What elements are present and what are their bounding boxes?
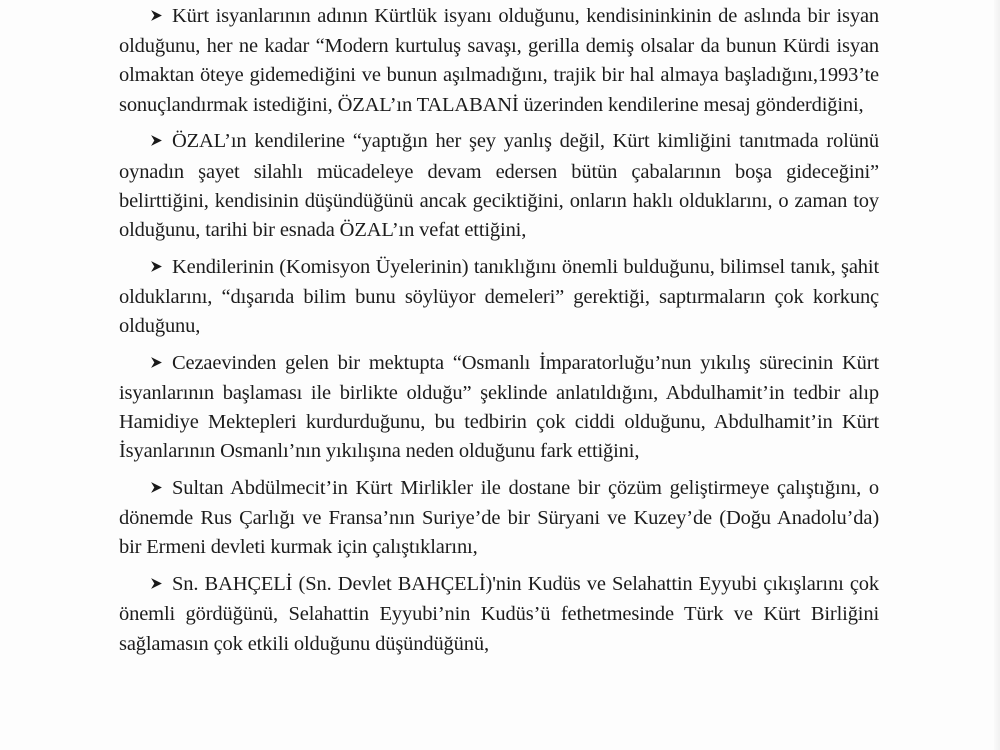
paragraph-text: Cezaevinden gelen bir mektupta “Osmanlı İmparatorluğu’nun yıkılış sürecinin Kürt isyanlarının başlaması ile birlikte olduğu” şeklinde anlatıldığını, Abdulhamit’in tedbir alıp Hamidiye Mektepleri kurdurduğunu, bu tedbirin çok ciddi olduğunu, Abdulhamit’in Kürt İsyanlarının Osmanlı’nın yıkılışına neden olduğunu fark ettiğini, xyxy=(119,351,879,463)
arrowhead-bullet-icon xyxy=(150,571,172,600)
paragraph-text: Kendilerinin (Komisyon Üyelerinin) tanıklığını önemli bulduğunu, bilimsel tanık, şahit olduklarını, “dışarıda bilim bunu söylüyor demeleri” gerektiği, saptırmaların çok korkunç olduğunu, xyxy=(119,255,879,338)
bullet-paragraph xyxy=(119,349,879,467)
bullet-paragraph xyxy=(119,253,879,342)
arrowhead-bullet-icon xyxy=(150,128,172,157)
arrowhead-bullet-icon xyxy=(150,350,172,379)
bullet-paragraph xyxy=(119,127,879,245)
arrowhead-bullet-icon xyxy=(150,3,172,32)
paragraph-text: ÖZAL’ın kendilerine “yaptığın her şey yanlış değil, Kürt kimliğini tanıtmada rolünü oynadın şayet silahlı mücadeleye devam edersen bütün çabalarının boşa gideceğini” belirttiğini, kendisinin düşündüğünü ancak geciktiğini, onların haklı olduklarını, o zaman toy olduğunu, tarihi bir esnada ÖZAL’ın vefat ettiğini, xyxy=(119,130,879,241)
paragraph-text: Sultan Abdülmecit’in Kürt Mirlikler ile dostane bir çözüm geliştirmeye çalıştığını, o dönemde Rus Çarlığı ve Fransa’nın Suriye’de bir Süryani ve Kuzey’de (Doğu Anadolu’da) bir Ermeni devleti kurmak için çalıştıklarını, xyxy=(119,477,879,559)
page-edge xyxy=(994,0,1000,750)
paragraph-text: Kürt isyanlarının adının Kürtlük isyanı olduğunu, kendisininkinin de aslında bir isyan olduğunu, her ne kadar “Modern kurtuluş savaşı, gerilla demiş olsalar da bunun Kürdi isyan olmaktan öteye gidemediğini ve bunun aşılmadığını, trajik bir hal almaya başladığını,1993’te sonuçlandırmak istediğini, ÖZAL’ın TALABANİ üzerinden kendilerine mesaj gönderdiğini, xyxy=(119,5,879,116)
arrowhead-bullet-icon xyxy=(150,254,172,283)
bullet-paragraph xyxy=(119,2,879,120)
arrowhead-bullet-icon xyxy=(150,475,172,504)
bullet-paragraph xyxy=(119,570,879,659)
bullet-paragraph xyxy=(119,474,879,563)
document-body xyxy=(119,2,879,666)
paragraph-text: Sn. BAHÇELİ (Sn. Devlet BAHÇELİ)'nin Kudüs ve Selahattin Eyyubi çıkışlarını çok önemli gördüğünü, Selahattin Eyyubi’nin Kudüs’ü fethetmesinde Türk ve Kürt Birliğini sağlamasın çok etkili olduğunu düşündüğünü, xyxy=(119,573,879,655)
